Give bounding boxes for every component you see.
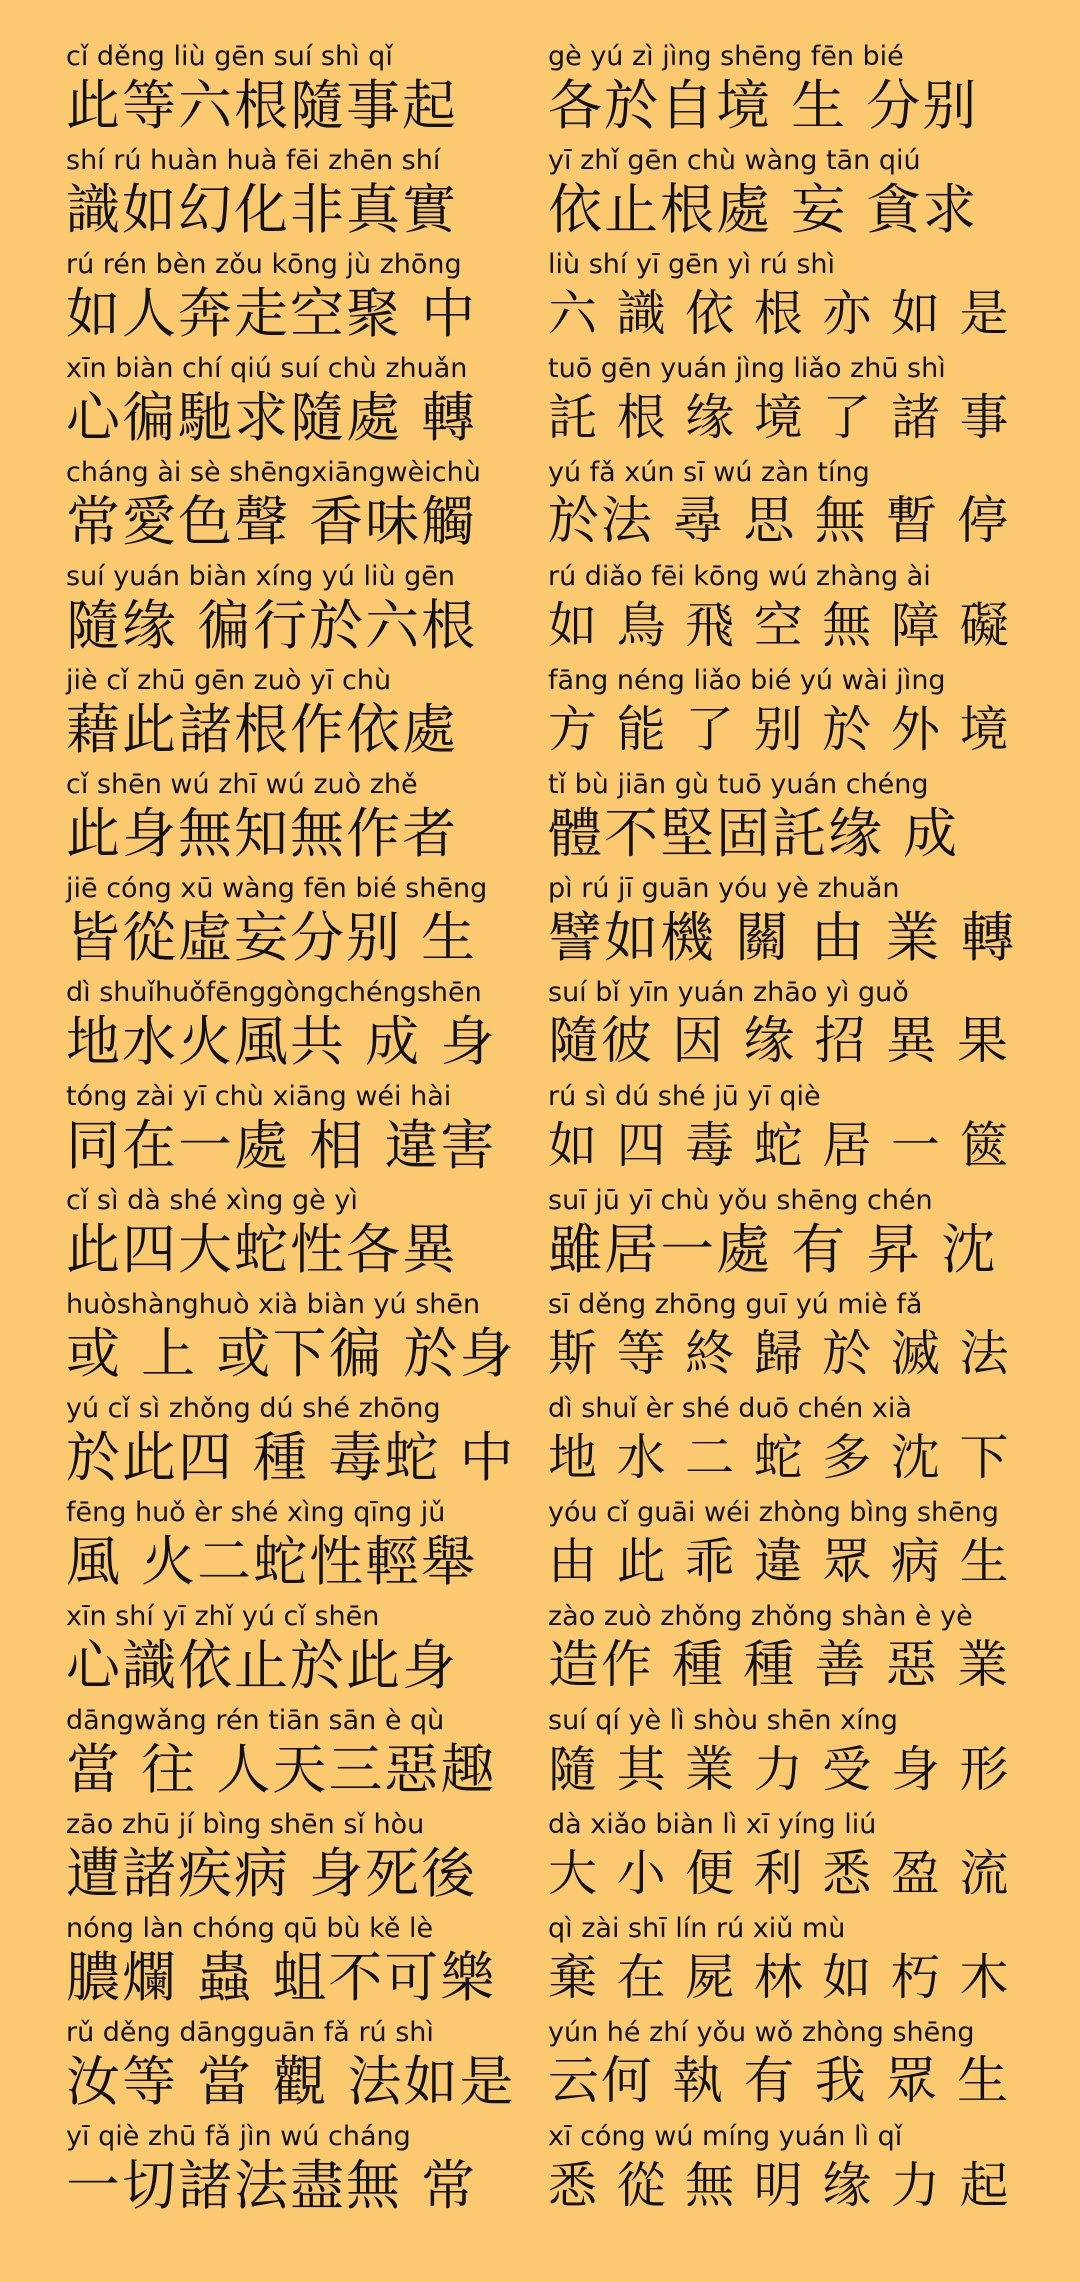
hanzi-text: 依止根處 妄 貪求 — [548, 178, 979, 241]
pinyin-text: dāngwǎng rén tiān sān è qù — [66, 1705, 445, 1736]
hanzi-text: 地 水 二 蛇 多 沈 下 — [548, 1429, 1011, 1486]
hanzi-text: 於法 尋 思 無 暫 停 — [548, 492, 1011, 551]
hanzi-text: 如人奔走空聚 中 — [66, 282, 478, 345]
hanzi-text: 隨缘 徧行於六根 — [66, 594, 478, 657]
pinyin-text: suí qí yè lì shòu shēn xíng — [548, 1705, 898, 1736]
pinyin-text: tǐ bù jiān gù tuō yuán chéng — [548, 769, 929, 800]
pinyin-text: shí rú huàn huà fēi zhēn shí — [66, 145, 441, 176]
pinyin-text: tóng zài yī chù xiāng wéi hài — [66, 1081, 452, 1112]
hanzi-text: 隨 其 業 力 受 身 形 — [548, 1741, 1011, 1798]
hanzi-text: 斯 等 終 歸 於 滅 法 — [548, 1325, 1011, 1382]
pinyin-text: fēng huǒ èr shé xìng qīng jǔ — [66, 1497, 446, 1528]
hanzi-text: 雖居一處 有 昇 沈 — [548, 1218, 998, 1281]
pinyin-text: cǐ děng liù gēn suí shì qǐ — [66, 41, 393, 72]
hanzi-text: 遭諸疾病 身死後 — [66, 1842, 478, 1905]
pinyin-text: xī cóng wú míng yuán lì qǐ — [548, 2121, 903, 2152]
hanzi-text: 託 根 缘 境 了 諸 事 — [548, 389, 1011, 446]
hanzi-text: 此等六根隨事起 — [66, 74, 458, 137]
hanzi-text: 膿爛 蟲 蛆不可樂 — [66, 1946, 497, 2009]
pinyin-text: nóng làn chóng qū bù kě lè — [66, 1913, 434, 1944]
pinyin-text: rú diǎo fēi kōng wú zhàng ài — [548, 561, 931, 592]
pinyin-text: rǔ děng dāngguān fǎ rú shì — [66, 2017, 434, 2048]
pinyin-text: yún hé zhí yǒu wǒ zhòng shēng — [548, 2017, 975, 2048]
hanzi-text: 如 鳥 飛 空 無 障 礙 — [548, 597, 1011, 654]
hanzi-text: 體不堅固託缘 成 — [548, 802, 960, 865]
hanzi-text: 各於自境 生 分别 — [548, 74, 979, 137]
hanzi-text: 皆從虛妄分别 生 — [66, 906, 478, 969]
hanzi-text: 於此四 種 毒蛇 中 — [66, 1426, 516, 1489]
pinyin-text: tuō gēn yuán jìng liǎo zhū shì — [548, 353, 946, 384]
pinyin-text: jiè cǐ zhū gēn zuò yī chù — [66, 665, 392, 696]
pinyin-text: xīn shí yī zhǐ yú cǐ shēn — [66, 1601, 380, 1632]
pinyin-text: cháng ài sè shēngxiāngwèichù — [66, 457, 481, 488]
pinyin-text: zāo zhū jí bìng shēn sǐ hòu — [66, 1809, 425, 1840]
hanzi-text: 心徧馳求隨處 轉 — [66, 386, 478, 449]
pinyin-text: sī děng zhōng guī yú miè fǎ — [548, 1289, 923, 1320]
pinyin-text: gè yú zì jìng shēng fēn bié — [548, 41, 904, 72]
pinyin-text: dì shuǐhuǒfēnggòngchéngshēn — [66, 977, 482, 1008]
hanzi-text: 一切諸法盡無 常 — [66, 2154, 478, 2217]
pinyin-text: zào zuò zhǒng zhǒng shàn è yè — [548, 1601, 973, 1632]
hanzi-text: 藉此諸根作依處 — [66, 698, 458, 761]
hanzi-text: 或 上 或下徧 於身 — [66, 1322, 516, 1385]
hanzi-text: 由 此 乖 違 眾 病 生 — [548, 1533, 1011, 1590]
pinyin-text: huòshànghuò xià biàn yú shēn — [66, 1289, 481, 1320]
hanzi-text: 汝等 當 觀 法如是 — [66, 2050, 516, 2113]
hanzi-text: 地水火風共 成 身 — [66, 1010, 497, 1073]
hanzi-text: 此四大蛇性各異 — [66, 1218, 458, 1281]
pinyin-text: liù shí yī gēn yì rú shì — [548, 249, 836, 280]
hanzi-text: 常愛色聲 香味觸 — [66, 490, 478, 553]
pinyin-text: suí yuán biàn xíng yú liù gēn — [66, 561, 456, 592]
pinyin-text: suī jū yī chù yǒu shēng chén — [548, 1185, 933, 1216]
pinyin-text: yú cǐ sì zhǒng dú shé zhōng — [66, 1393, 441, 1424]
pinyin-text: rú sì dú shé jū yī qiè — [548, 1081, 821, 1112]
hanzi-text: 大 小 便 利 悉 盈 流 — [548, 1845, 1011, 1902]
hanzi-text: 此身無知無作者 — [66, 802, 458, 865]
pinyin-text: dà xiǎo biàn lì xī yíng liú — [548, 1809, 877, 1840]
hanzi-text: 六 識 依 根 亦 如 是 — [548, 285, 1011, 342]
hanzi-text: 心識依止於此身 — [66, 1634, 458, 1697]
pinyin-text: fāng néng liǎo bié yú wài jìng — [548, 665, 946, 696]
pinyin-text: qì zài shī lín rú xiǔ mù — [548, 1913, 846, 1944]
hanzi-text: 當 往 人天三惡趣 — [66, 1738, 497, 1801]
pinyin-text: pì rú jī guān yóu yè zhuǎn — [548, 873, 900, 904]
pinyin-text: yī zhǐ gēn chù wàng tān qiú — [548, 145, 921, 176]
pinyin-text: yī qiè zhū fǎ jìn wú cháng — [66, 2121, 411, 2152]
pinyin-text: cǐ shēn wú zhī wú zuò zhě — [66, 769, 418, 800]
pinyin-text: yóu cǐ guāi wéi zhòng bìng shēng — [548, 1497, 999, 1528]
hanzi-text: 風 火二蛇性輕舉 — [66, 1530, 478, 1593]
hanzi-text: 云何 執 有 我 眾 生 — [548, 2052, 1011, 2111]
hanzi-text: 如 四 毒 蛇 居 一 篋 — [548, 1117, 1011, 1174]
pinyin-text: dì shuǐ èr shé duō chén xià — [548, 1393, 912, 1424]
hanzi-text: 方 能 了 别 於 外 境 — [548, 701, 1011, 758]
pinyin-text: jiē cóng xū wàng fēn bié shēng — [66, 873, 488, 904]
pinyin-text: xīn biàn chí qiú suí chù zhuǎn — [66, 353, 468, 384]
hanzi-text: 造作 種 種 善 惡 業 — [548, 1636, 1011, 1695]
pinyin-text: yú fǎ xún sī wú zàn tíng — [548, 457, 870, 488]
hanzi-text: 棄 在 屍 林 如 朽 木 — [548, 1949, 1011, 2006]
pinyin-text: suí bǐ yīn yuán zhāo yì guǒ — [548, 977, 909, 1008]
pinyin-text: cǐ sì dà shé xìng gè yì — [66, 1185, 358, 1216]
hanzi-text: 識如幻化非真實 — [66, 178, 458, 241]
pinyin-text: rú rén bèn zǒu kōng jù zhōng — [66, 249, 462, 280]
hanzi-text: 悉 從 無 明 缘 力 起 — [548, 2157, 1011, 2214]
hanzi-text: 同在一處 相 違害 — [66, 1114, 497, 1177]
hanzi-text: 隨彼 因 缘 招 異 果 — [548, 1012, 1011, 1071]
hanzi-text: 譬如機 關 由 業 轉 — [548, 906, 1017, 969]
